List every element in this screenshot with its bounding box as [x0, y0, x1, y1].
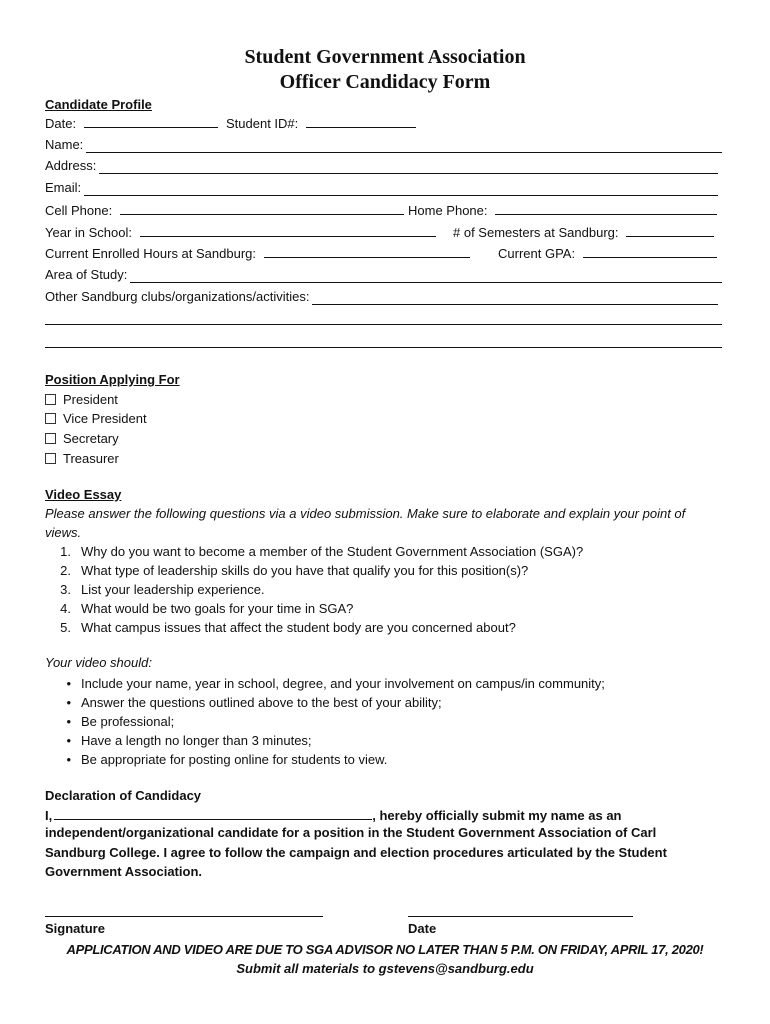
option-label: Vice President: [63, 411, 147, 426]
declaration-line4: Government Association.: [45, 864, 202, 879]
declaration-line1: [45, 807, 622, 824]
email-row: [45, 180, 718, 196]
question-item: 5. What campus issues that affect the student body are you concerned about?: [60, 620, 516, 635]
name-field[interactable]: [86, 140, 722, 153]
home-phone-row: [408, 202, 717, 219]
student-id-row: [226, 115, 416, 132]
date-field[interactable]: [84, 115, 218, 128]
position-option-president[interactable]: [45, 392, 118, 408]
semesters-field[interactable]: [626, 224, 714, 237]
year-row: [45, 224, 436, 241]
year-label: Year in School:: [45, 225, 132, 240]
home-phone-field[interactable]: [495, 202, 717, 215]
video-intro-line1: Please answer the following questions via a video submission. Make sure to elaborate and explain your point of: [45, 506, 686, 521]
candidate-name-field[interactable]: [54, 807, 372, 820]
option-label: Secretary: [63, 431, 119, 446]
cell-phone-field[interactable]: [120, 202, 404, 215]
checkbox-icon[interactable]: [45, 433, 56, 444]
signature-date-field[interactable]: [408, 916, 633, 917]
video-should-label: Your video should:: [45, 655, 152, 670]
candidate-profile-heading: Candidate Profile: [45, 97, 152, 112]
form-title-line2: Officer Candidacy Form: [279, 71, 491, 93]
requirement-text: Have a length no longer than 3 minutes;: [81, 733, 312, 748]
requirement-text: Include your name, year in school, degree, and your involvement on campus/in community;: [81, 676, 605, 691]
signature-label: Signature: [45, 921, 105, 936]
deadline-notice: APPLICATION AND VIDEO ARE DUE TO SGA ADVISOR NO LATER THAN 5 P.M. ON FRIDAY, APRIL 17, 2020!: [66, 942, 704, 957]
clubs-extra-line-2[interactable]: [45, 347, 722, 348]
position-option-treasurer[interactable]: [45, 451, 119, 467]
home-phone-label: Home Phone:: [408, 203, 488, 218]
clubs-label: Other Sandburg clubs/organizations/activities:: [45, 289, 310, 304]
signature-date-label: Date: [408, 921, 437, 936]
semesters-label: # of Semesters at Sandburg:: [453, 225, 619, 240]
name-label: Name:: [45, 137, 84, 152]
declaration-heading: Declaration of Candidacy: [45, 788, 202, 803]
declaration-line1-text: , hereby officially submit my name as an: [372, 808, 622, 823]
video-essay-heading: Video Essay: [45, 487, 122, 502]
address-label: Address:: [45, 158, 97, 173]
year-field[interactable]: [140, 224, 436, 237]
form-title-line1: Student Government Association: [244, 46, 526, 68]
option-label: President: [63, 392, 118, 407]
clubs-row: [45, 289, 718, 305]
question-text: What would be two goals for your time in SGA?: [81, 601, 354, 616]
area-of-study-row: [45, 267, 722, 283]
question-text: What campus issues that affect the student body are you concerned about?: [81, 620, 516, 635]
video-intro-line2: views.: [45, 525, 82, 540]
date-row: [45, 115, 218, 132]
date-label: Date:: [45, 116, 77, 131]
name-row: [45, 137, 722, 153]
question-item: 1. Why do you want to become a member of the Student Government Association (SGA)?: [60, 544, 584, 559]
position-heading: Position Applying For: [45, 372, 180, 387]
gpa-label: Current GPA:: [498, 246, 576, 261]
checkbox-icon[interactable]: [45, 394, 56, 405]
checkbox-icon[interactable]: [45, 453, 56, 464]
student-id-field[interactable]: [306, 115, 416, 128]
declaration-line3: Sandburg College. I agree to follow the campaign and election procedures articulated by the Student: [45, 845, 667, 860]
hours-label: Current Enrolled Hours at Sandburg:: [45, 246, 257, 261]
address-row: [45, 158, 718, 174]
gpa-field[interactable]: [583, 245, 717, 258]
requirement-item: • Include your name, year in school, degree, and your involvement on campus/in community;: [66, 676, 605, 691]
option-label: Treasurer: [63, 451, 119, 466]
cell-phone-row: [45, 202, 404, 219]
cell-phone-label: Cell Phone:: [45, 203, 113, 218]
requirement-text: Answer the questions outlined above to the best of your ability;: [81, 695, 442, 710]
question-item: 2. What type of leadership skills do you have that qualify you for this position(s)?: [60, 563, 529, 578]
position-option-vice-president[interactable]: [45, 411, 147, 427]
requirement-item: • Have a length no longer than 3 minutes;: [66, 733, 312, 748]
hours-field[interactable]: [264, 245, 470, 258]
clubs-field[interactable]: [312, 292, 718, 305]
declaration-line2: independent/organizational candidate for a position in the Student Government Association of Carl: [45, 825, 657, 840]
requirement-item: • Be professional;: [66, 714, 175, 729]
signature-field[interactable]: [45, 916, 323, 917]
question-item: 3. List your leadership experience.: [60, 582, 265, 597]
gpa-row: [498, 245, 717, 262]
requirement-item: • Be appropriate for posting online for students to view.: [66, 752, 388, 767]
area-of-study-field[interactable]: [130, 270, 722, 283]
email-field[interactable]: [84, 183, 718, 196]
declaration-prefix: I,: [45, 808, 53, 823]
requirement-item: • Answer the questions outlined above to the best of your ability;: [66, 695, 442, 710]
semesters-row: [453, 224, 714, 241]
clubs-extra-line-1[interactable]: [45, 324, 722, 325]
area-of-study-label: Area of Study:: [45, 267, 128, 282]
question-item: 4. What would be two goals for your time in SGA?: [60, 601, 354, 616]
address-field[interactable]: [99, 161, 718, 174]
submit-notice: Submit all materials to gstevens@sandburg.edu: [236, 961, 534, 976]
position-option-secretary[interactable]: [45, 431, 119, 447]
hours-row: [45, 245, 470, 262]
student-id-label: Student ID#:: [226, 116, 299, 131]
requirement-text: Be appropriate for posting online for students to view.: [81, 752, 388, 767]
question-text: What type of leadership skills do you have that qualify you for this position(s)?: [81, 563, 529, 578]
requirement-text: Be professional;: [81, 714, 175, 729]
email-label: Email:: [45, 180, 82, 195]
question-text: List your leadership experience.: [81, 582, 265, 597]
question-text: Why do you want to become a member of the Student Government Association (SGA)?: [81, 544, 584, 559]
checkbox-icon[interactable]: [45, 413, 56, 424]
